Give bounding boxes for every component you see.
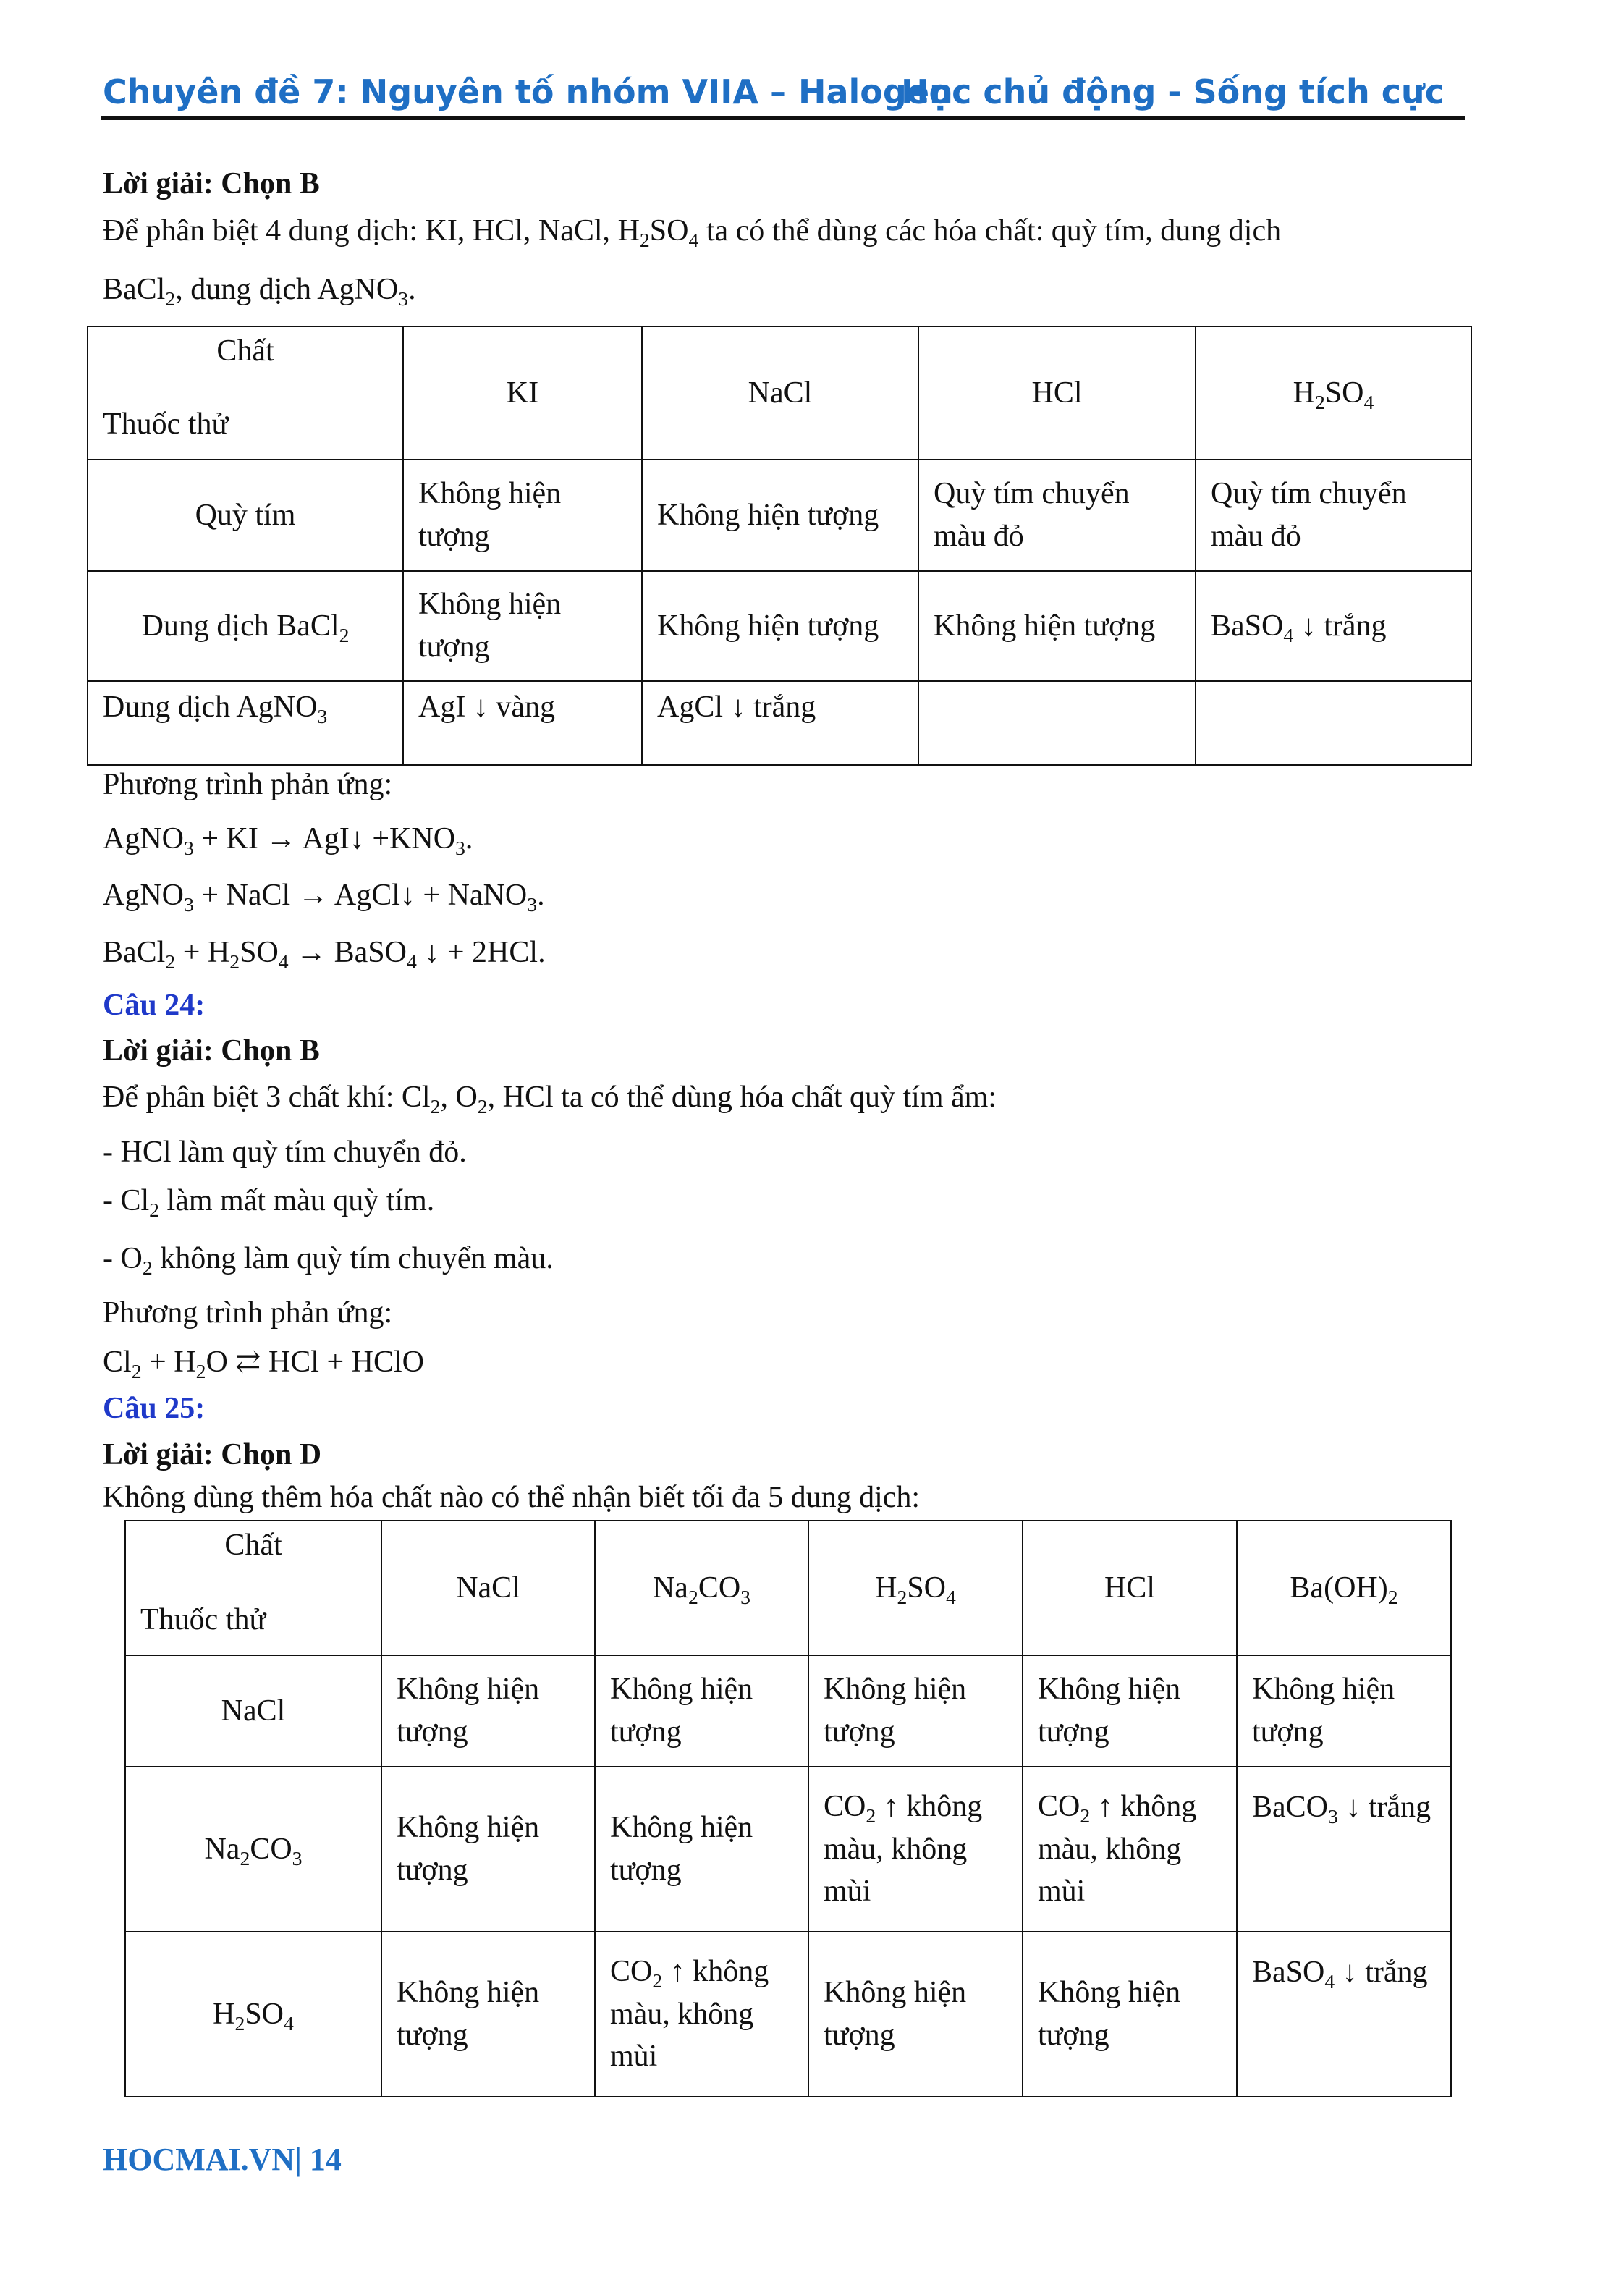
header-cell-corner: [88, 326, 403, 460]
column-header: NaCl: [381, 1521, 595, 1655]
equation: BaCl$_2$ + $H_2SO_4$ → BaSO$_4$ ↓ + 2HCl.: [103, 936, 546, 973]
header-cell-corner: [125, 1521, 381, 1655]
table-cell: Không hiện tượng: [1023, 1932, 1237, 2097]
header-substance: Chất: [224, 1529, 282, 1562]
table-cell: Quỳ tím chuyển màu đỏ: [1196, 460, 1471, 571]
table-cell: $CO_2$ ↑ không màu, không mùi: [1023, 1767, 1237, 1932]
row-reagent: Dung dịch BaCl$_2$: [88, 571, 403, 681]
table-cell: Không hiện tượng: [595, 1655, 808, 1767]
q24-eq-title: Phương trình phản ứng:: [103, 1296, 393, 1330]
table-cell: Không hiện tượng: [642, 460, 918, 571]
table-cell: Không hiện tượng: [642, 571, 918, 681]
table-cell: $CO_2$ ↑ không màu, không mùi: [808, 1767, 1023, 1932]
q23-intro-a: Để phân biệt 4 dung dịch: KI, HCl, NaCl,: [103, 214, 618, 248]
page-header: [101, 69, 1465, 120]
column-header: KI: [403, 326, 642, 460]
q24-intro-a: Để phân biệt 3 chất khí:: [103, 1081, 402, 1114]
q23-intro-line2: [103, 272, 416, 310]
column-header: HCl: [1023, 1521, 1237, 1655]
formula-h2so4: $H_2SO_4$: [617, 214, 699, 251]
header-slogan: Học chủ động - Sống tích cực: [901, 72, 1445, 111]
header-topic: Chuyên đề 7: Nguyên tố nhóm VIIA – Halogen: [103, 72, 953, 111]
table-row: [125, 1767, 1451, 1932]
q24-point: - $O_2$ không làm quỳ tím chuyển màu.: [103, 1242, 554, 1279]
q24-answer: Lời giải: Chọn B: [103, 1034, 320, 1068]
q23-eq-title: Phương trình phản ứng:: [103, 768, 393, 801]
table-cell: Không hiện tượng: [381, 1767, 595, 1932]
q25-table: [124, 1520, 1452, 2097]
column-header: NaCl: [642, 326, 918, 460]
equation: $Cl_2 + H_2O$ ⇄ HCl + HClO: [103, 1345, 425, 1382]
column-header: HCl: [918, 326, 1196, 460]
column-header: $H_2SO_4$: [1196, 326, 1471, 460]
table-row: [88, 681, 1471, 765]
table-cell: Không hiện tượng: [403, 571, 642, 681]
q25-title: Câu 25:: [103, 1392, 206, 1425]
q24-intro: [103, 1080, 997, 1115]
q23-intro-c: , dung dịch: [175, 273, 318, 306]
q24-point: - $Cl_2$ làm mất màu quỳ tím.: [103, 1184, 435, 1221]
table-cell: Không hiện tượng: [1023, 1655, 1237, 1767]
table-cell: [918, 681, 1196, 765]
table-row: [88, 571, 1471, 681]
table-cell: BaSO$_4$ ↓ trắng: [1237, 1932, 1451, 2097]
formula-agno3: AgNO$_3$.: [317, 273, 416, 310]
table-cell: AgCl ↓ trắng: [642, 681, 918, 765]
row-reagent: Quỳ tím: [88, 460, 403, 571]
q25-intro: Không dùng thêm hóa chất nào có thể nhận biết tối đa 5 dung dịch:: [103, 1481, 921, 1514]
table-cell: Không hiện tượng: [808, 1655, 1023, 1767]
q25-answer: Lời giải: Chọn D: [103, 1438, 322, 1471]
table-cell: $CO_2$ ↑ không màu, không mùi: [595, 1932, 808, 2097]
table-cell: Không hiện tượng: [808, 1932, 1023, 2097]
row-reagent: NaCl: [125, 1655, 381, 1767]
header-reagent: Thuốc thử: [140, 1603, 266, 1637]
equation: AgNO$_3$ + NaCl → AgCl↓ + NaNO$_3$.: [103, 879, 545, 916]
formula-gases: $Cl_2$, $O_2$, HCl: [401, 1081, 554, 1117]
column-header: $H_2SO_4$: [808, 1521, 1023, 1655]
q24-title: Câu 24:: [103, 989, 206, 1022]
q24-point-text: không làm quỳ tím chuyển màu.: [152, 1242, 554, 1275]
row-reagent: $Na_2CO_3$: [125, 1767, 381, 1932]
table-cell: Không hiện tượng: [403, 460, 642, 571]
formula-bacl2: BaCl$_2$: [103, 273, 176, 310]
equation: AgNO$_3$ + KI → AgI↓ $+KNO_3$.: [103, 822, 473, 859]
table-row: [125, 1932, 1451, 2097]
table-cell: Không hiện tượng: [595, 1767, 808, 1932]
row-reagent: $H_2SO_4$: [125, 1932, 381, 2097]
table-row: [88, 460, 1471, 571]
q23-intro-line1: [103, 214, 1282, 251]
q24-point: - HCl làm quỳ tím chuyển đỏ.: [103, 1136, 467, 1169]
table-cell: Không hiện tượng: [918, 571, 1196, 681]
table-cell: Quỳ tím chuyển màu đỏ: [918, 460, 1196, 571]
table-cell: [1196, 681, 1471, 765]
q23-answer: Lời giải: Chọn B: [103, 167, 320, 200]
page-footer: HOCMAI.VN| 14: [103, 2142, 342, 2177]
header-substance: Chất: [216, 334, 274, 368]
q24-intro-b: ta có thể dùng hóa chất quỳ tím ẩm:: [553, 1081, 997, 1114]
q24-point-text: làm mất màu quỳ tím.: [159, 1184, 435, 1217]
q23-table: [87, 326, 1472, 766]
table-cell: Không hiện tượng: [381, 1932, 595, 2097]
table-header-row: [88, 326, 1471, 460]
q23-intro-b: ta có thể dùng các hóa chất: quỳ tím, dung dịch: [698, 214, 1282, 248]
table-header-row: [125, 1521, 1451, 1655]
table-cell: AgI ↓ vàng: [403, 681, 642, 765]
row-reagent: Dung dịch AgNO$_3$: [88, 681, 403, 765]
column-header: $Ba(OH)_2$: [1237, 1521, 1451, 1655]
table-row: [125, 1655, 1451, 1767]
header-reagent: Thuốc thử: [103, 407, 229, 441]
table-cell: Không hiện tượng: [381, 1655, 595, 1767]
table-cell: BaSO$_4$ ↓ trắng: [1196, 571, 1471, 681]
column-header: $Na_2CO_3$: [595, 1521, 808, 1655]
table-cell: Không hiện tượng: [1237, 1655, 1451, 1767]
table-cell: BaCO$_3$ ↓ trắng: [1237, 1767, 1451, 1932]
